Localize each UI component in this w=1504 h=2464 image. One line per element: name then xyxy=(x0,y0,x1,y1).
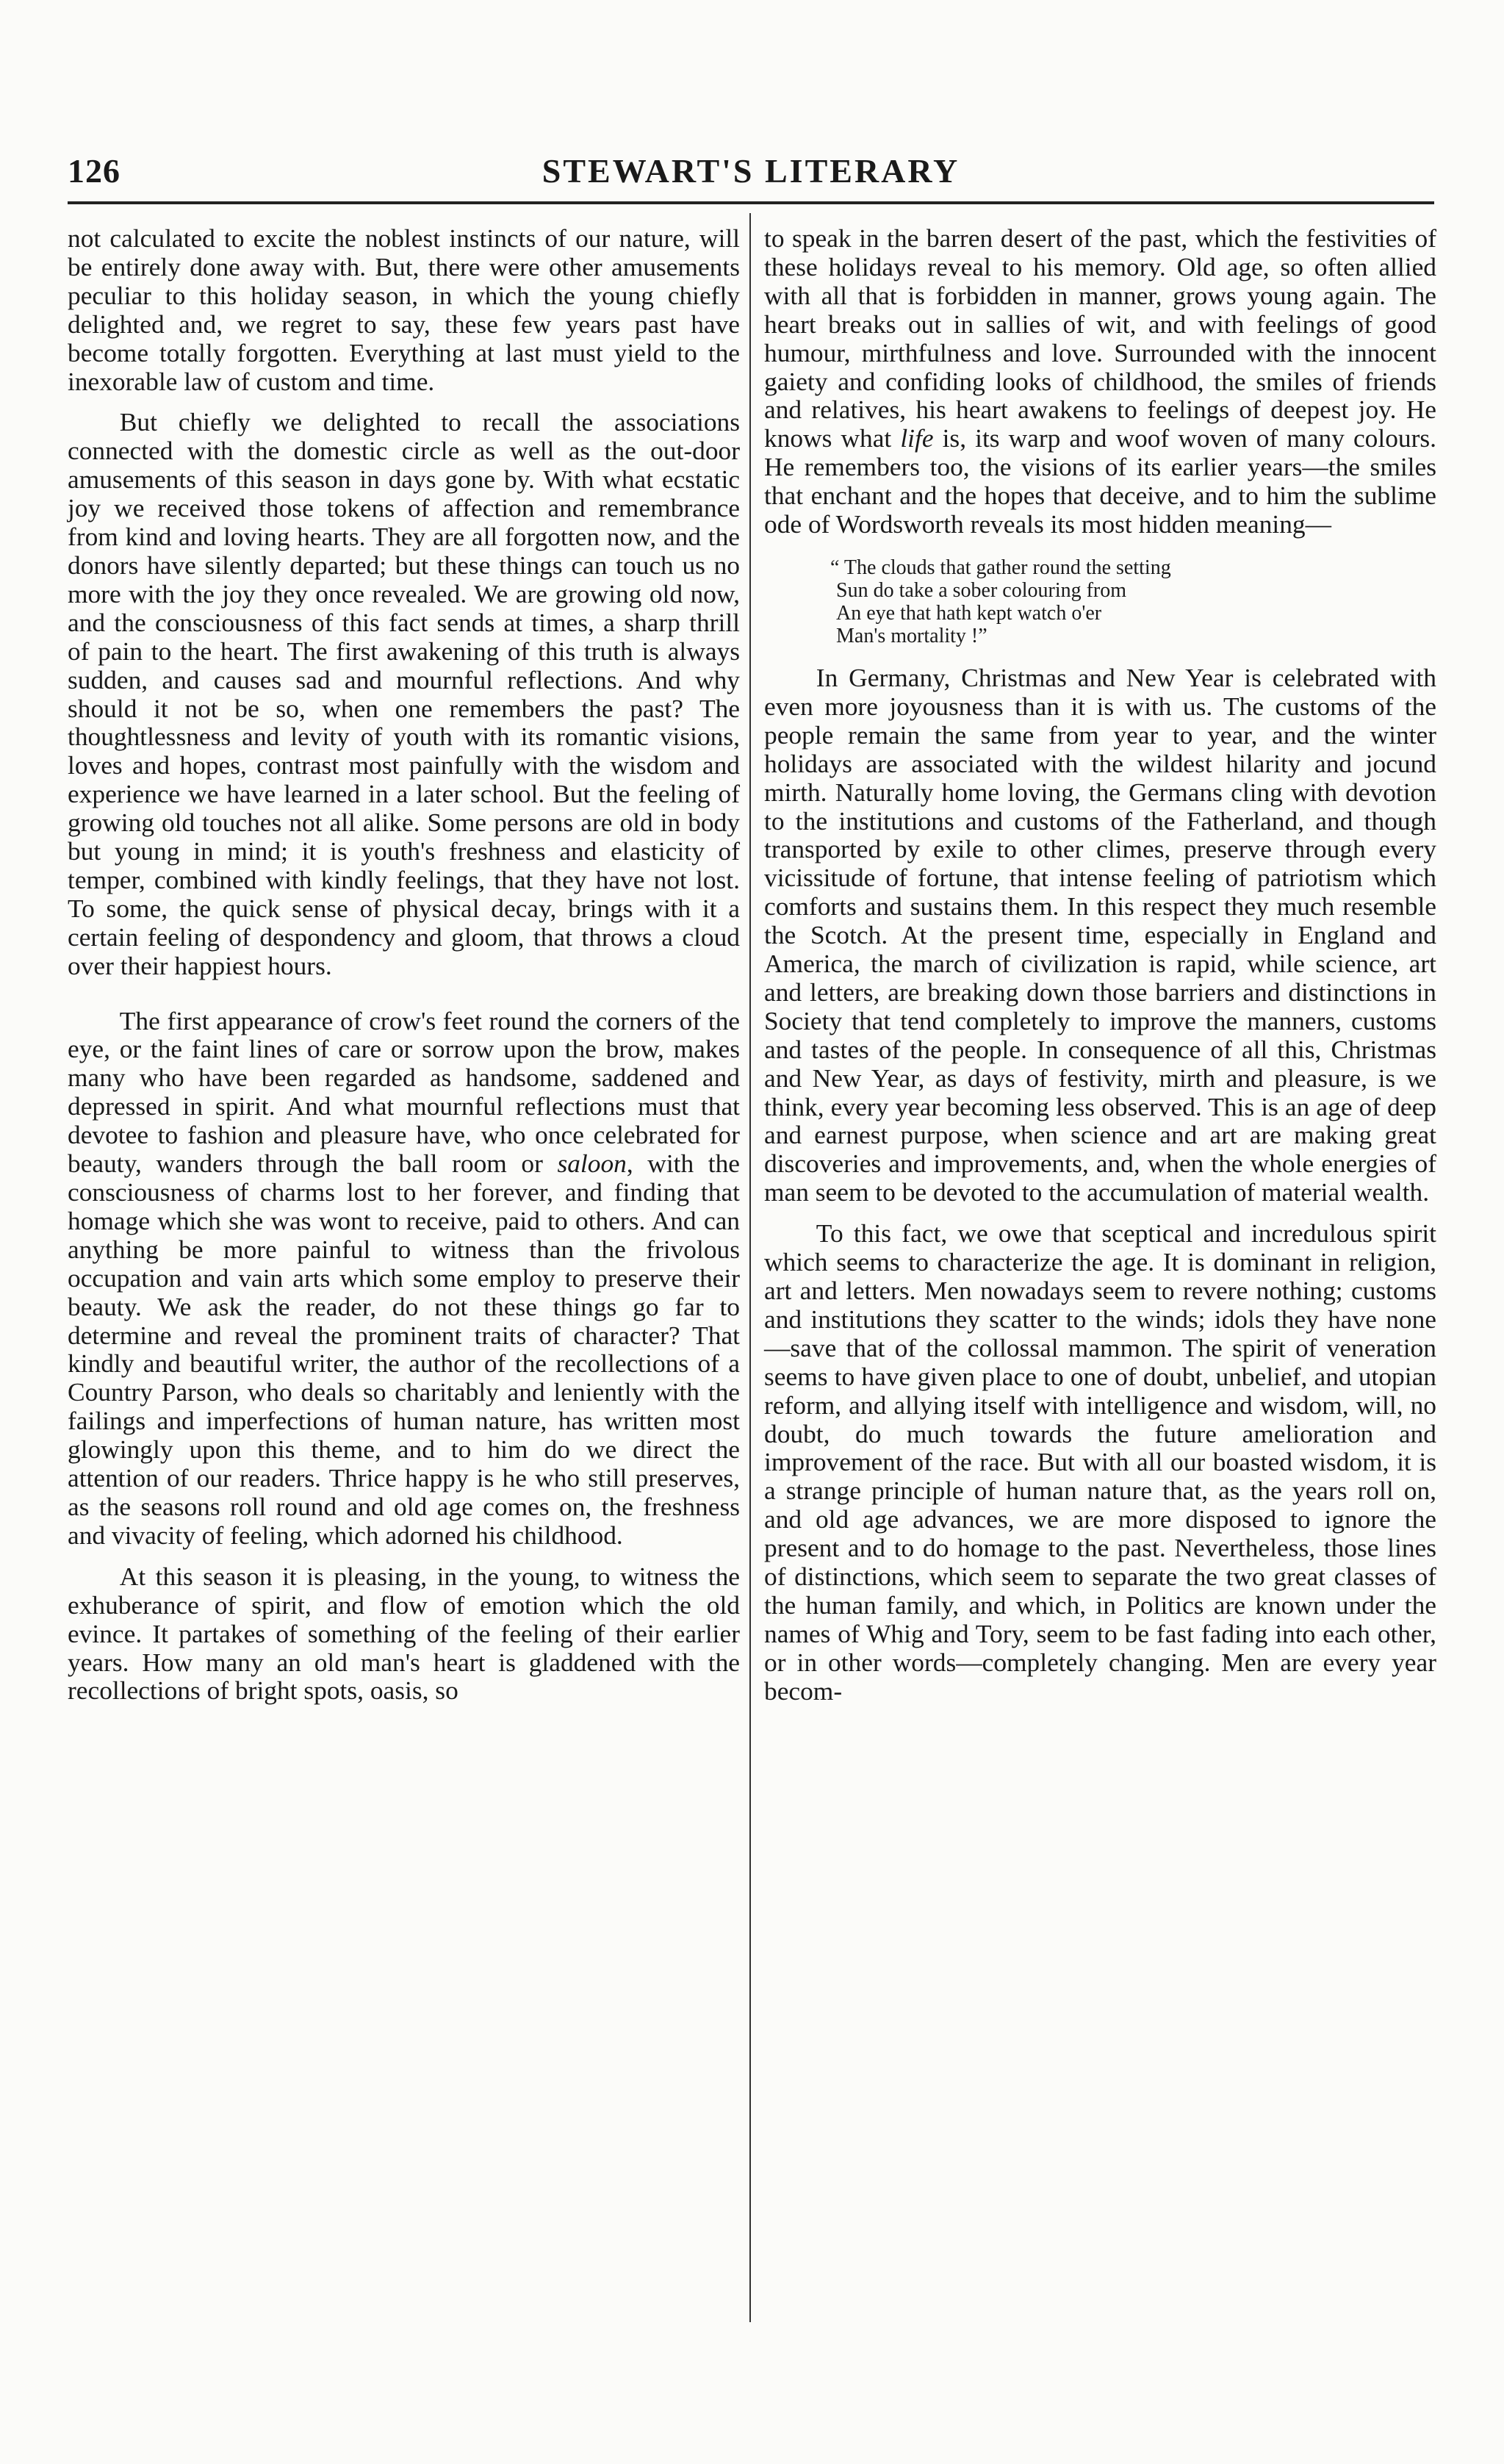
paragraph-text: The first appearance of crow's feet round the corners of the eye, or the faint lines of care or sorrow upon the brow, makes many who have been regarded as handsome, saddened and depressed in spirit. And what mournful reflections must that devotee to fashion and pleasure have, who once celebrated for beauty, wanders through the ball room or xyxy=(68,1005,740,1179)
paragraph-text: , with the consciousness of charms lost to her forever, and finding that homage which she was wont to receive, paid to others. And can anything be more painful to witness than the frivolous occupation and vain arts which some employ to preserve their beauty. We ask the reader, do not these things go far to determine and reveal the prominent traits of character? That kindly and beautiful writer, the author of the recollections of a Country Parson, who deals so charitably and leniently with the failings and imperfections of human nature, has written most glowingly upon this theme, and to him do we direct the attention of our readers. Thrice happy is he who still preserves, as the seasons roll round and old age comes on, the freshness and vivacity of feeling, which adorned his childhood. xyxy=(68,1149,741,1550)
page-header xyxy=(68,151,1434,195)
page-number: 126 xyxy=(68,152,120,190)
paragraph: not calculated to excite the noblest instincts of our nature, will be entirely done away with. But, there were other amusements peculiar to this holiday season, in which the young chiefly delighted and, we regret to say, these few years past have become totally forgotten. Everything at last must yield to the inexorable law of custom and time. xyxy=(68,223,740,396)
verse-quotation xyxy=(830,556,1436,647)
paragraph xyxy=(764,224,1436,539)
verse-line: Man's mortality !” xyxy=(836,624,987,647)
verse-line: Sun do take a sober colouring from xyxy=(836,578,1127,602)
left-column xyxy=(68,224,740,1705)
verse-line: “ The clouds that gather round the setting xyxy=(830,556,1171,579)
header-rule xyxy=(68,201,1434,204)
paragraph: At this season it is pleasing, in the young, to witness the exhuberance of spirit, and flow of emotion which the old evince. It partakes of something of the feeling of their earlier years. How many an old man's heart is gladdened with the recollections of bright spots, oasis, so xyxy=(68,1561,740,1706)
italic-word: life xyxy=(900,423,934,453)
italic-word: saloon xyxy=(557,1149,627,1179)
right-column xyxy=(764,224,1436,1706)
paragraph: To this fact, we owe that sceptical and incredulous spirit which seems to characterize the age. It is dominant in religion, art and letters. Men nowadays seem to revere nothing; customs and institutions they scatter to the winds; idols they have none—save that of the collossal mammon. The spirit of veneration seems to have given place to one of doubt, unbelief, and utopian reform, and allying itself with intelligence and wisdom, will, no doubt, do much towards the future amelioration and improvement of the race. But with all our boasted wisdom, it is a strange principle of human nature that, as the years roll on, and old age advances, we are more disposed to ignore the present and to do homage to the past. Nevertheless, those lines of distinctions, which seem to separate the two great classes of the human family, and which, in Politics are known under the names of Whig and Tory, seem to be fast fading into each other, or in other words—completely changing. Men are every year becom- xyxy=(764,1218,1436,1706)
paragraph: In Germany, Christmas and New Year is celebrated with even more joyousness than it is with us. The customs of the people remain the same from year to year, and the winter holidays are associated with the wildest hilarity and jocund mirth. Naturally home loving, the Germans cling with devotion to the institutions and customs of the Fatherland, and though transported by exile to other climes, preserve through every vicissitude of fortune, that intense feeling of patriotism which comforts and sustains them. In this respect they much resemble the Scotch. At the present time, especially in England and America, the march of civilization is rapid, while science, art and letters, are breaking down those barriers and distinctions in Society that tend completely to improve the manners, customs and tastes of the people. In consequence of all this, Christmas and New Year, as days of festivity, mirth and pleasure, is we think, every year becoming less observed. This is an age of deep and earnest purpose, when science and art are making great discoveries and improvements, and, when the whole energies of man seem to be devoted to the accumulation of material wealth. xyxy=(764,662,1436,1207)
paragraph-text: is, its warp and woof woven of many colours. He remembers too, the visions of its earlier years—the smiles that enchant and the hopes that deceive, and to him the sublime ode of Wordsworth reveals its most hidden meaning— xyxy=(764,423,1437,539)
paragraph: But chiefly we delighted to recall the associations connected with the domestic circle as well as the out-door amusements of this season in days gone by. With what ecstatic joy we received those tokens of affection and remembrance from kind and loving hearts. They are all forgotten now, and the donors have silently departed; but these things can touch us no more with the joy they once revealed. We are growing old now, and the consciousness of this fact sends at times, a sharp thrill of pain to the heart. The first awakening of this truth is always sudden, and causes sad and mournful reflections. And why should it not be so, when one remembers the past? The thoughtlessness and levity of youth with its romantic visions, loves and hopes, contrast most painfully with the wisdom and experience we have learned in a later school. But the feeling of growing old touches not all alike. Some persons are old in body but young in mind; it is youth's freshness and elasticity of temper, combined with kindly feelings, that they have not lost. To some, the quick sense of physical decay, brings with it a certain feeling of despondency and gloom, that throws a cloud over their happiest hours. xyxy=(68,407,740,980)
paragraph-text: to speak in the barren desert of the past, which the festivities of these holidays reveal to his memory. Old age, so often allied with all that is forbidden in manner, grows young again. The heart breaks out in sallies of wit, and with feelings of good humour, mirthfulness and love. Surrounded with the innocent gaiety and confiding looks of childhood, the smiles of friends and relatives, his heart awakens to feelings of deepest joy. He knows what xyxy=(764,223,1436,453)
verse-line: An eye that hath kept watch o'er xyxy=(836,601,1102,625)
paragraph xyxy=(68,1007,740,1550)
column-divider xyxy=(749,213,751,2322)
running-title: STEWART'S LITERARY xyxy=(541,152,960,190)
